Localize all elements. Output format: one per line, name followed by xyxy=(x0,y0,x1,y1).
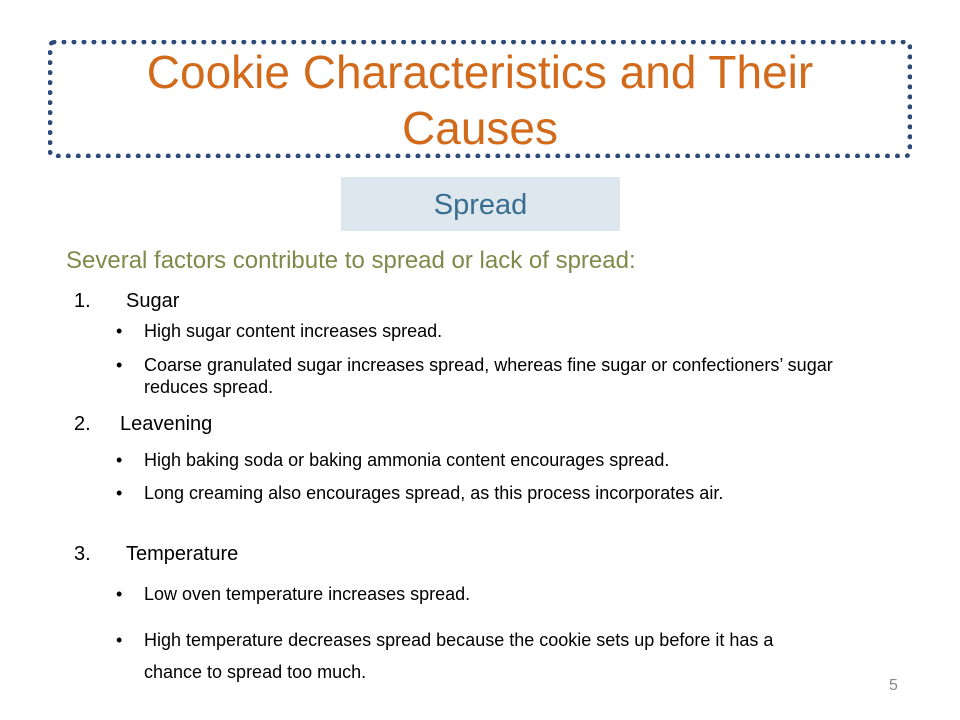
bullet-icon: • xyxy=(116,630,123,650)
bullet-icon: • xyxy=(116,483,123,503)
section-header xyxy=(341,177,620,231)
list-item xyxy=(116,624,886,688)
slide-title: Cookie Characteristics and Their Causes xyxy=(146,46,814,154)
factor-number: 1. xyxy=(74,290,91,312)
list-item xyxy=(116,354,886,398)
factor-label: Leavening xyxy=(120,413,213,435)
factor-number: 2. xyxy=(74,413,91,435)
bullet-text: Coarse granulated sugar increases spread, whereas fine sugar or confectioners’ sugar reduces spread. xyxy=(144,355,833,397)
factor-number: 3. xyxy=(74,543,91,565)
factor-label: Temperature xyxy=(126,543,239,565)
factor-label: Sugar xyxy=(126,290,180,312)
list-item xyxy=(116,482,886,504)
bullet-text: Long creaming also encourages spread, as this process incorporates air. xyxy=(144,483,724,503)
bullet-icon: • xyxy=(116,355,123,375)
list-item xyxy=(116,449,886,471)
bullet-text: High temperature decreases spread because the cookie sets up before it has a chance to spread too much. xyxy=(144,630,774,682)
list-item xyxy=(116,583,886,605)
page-number: 5 xyxy=(889,677,898,694)
bullet-icon: • xyxy=(116,584,123,604)
bullet-text: Low oven temperature increases spread. xyxy=(144,584,471,604)
section-title: Spread xyxy=(433,188,528,221)
bullet-icon: • xyxy=(116,321,123,341)
list-item xyxy=(116,320,886,342)
intro-text: Several factors contribute to spread or lack of spread: xyxy=(66,247,636,274)
bullet-icon: • xyxy=(116,450,123,470)
bullet-text: High sugar content increases spread. xyxy=(144,321,443,341)
bullet-text: High baking soda or baking ammonia content encourages spread. xyxy=(144,450,670,470)
